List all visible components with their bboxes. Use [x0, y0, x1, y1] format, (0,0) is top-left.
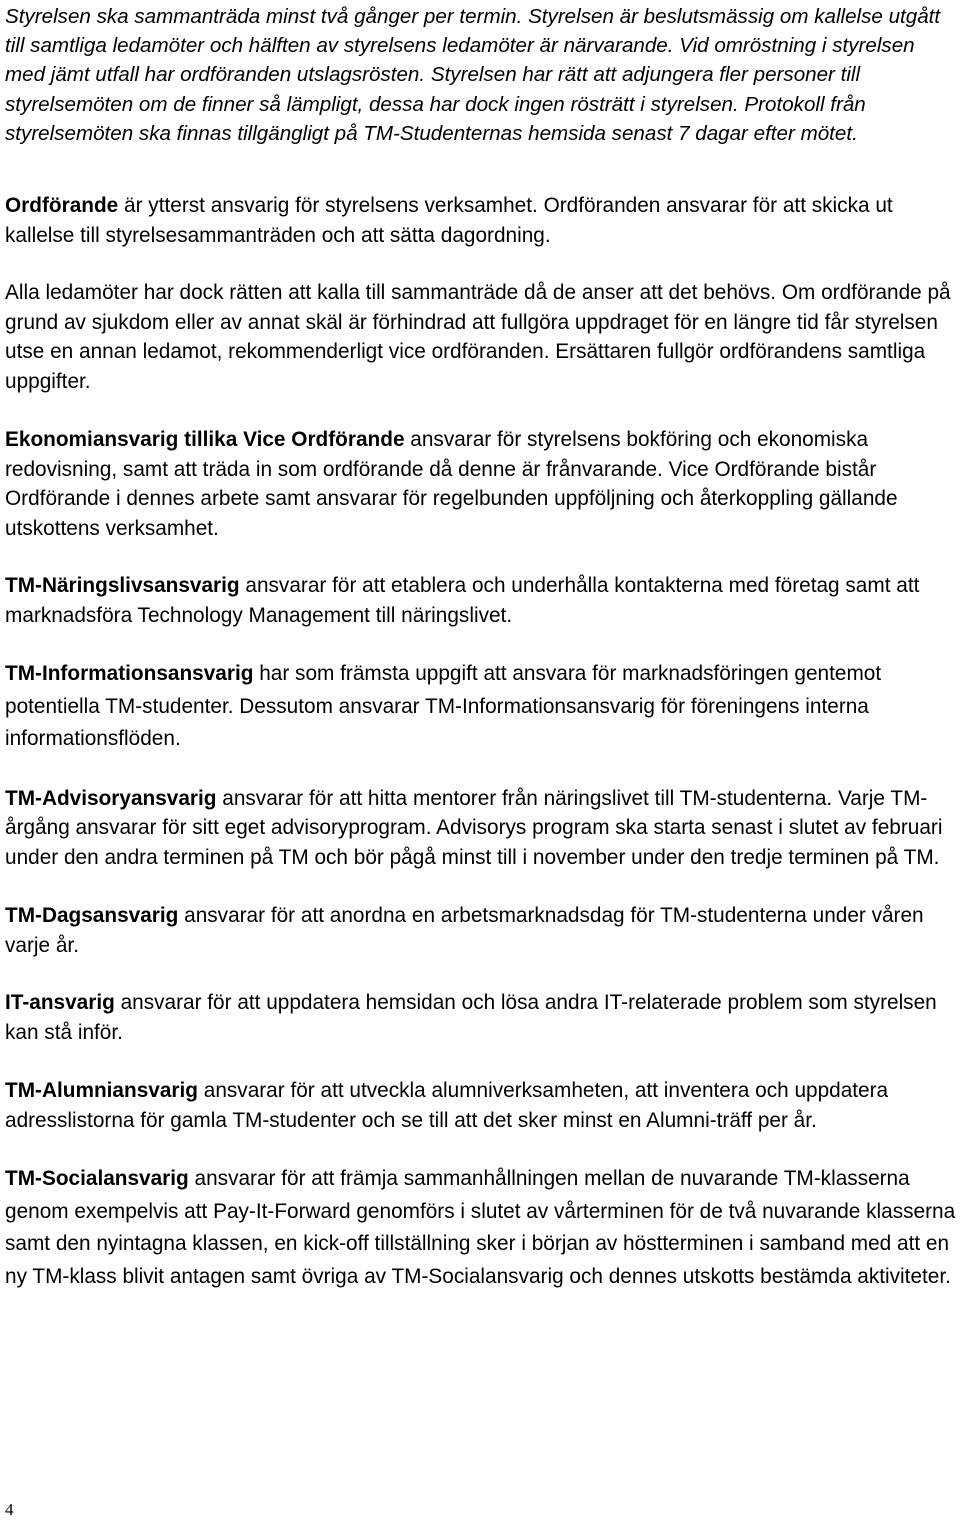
section-text-socialansvarig: ansvarar för att främja sammanhållningen mellan de nuvarande TM-klasserna genom exempelvis att Pay-It-Forward genomförs i slutet av vårterminen för de två nuvarande klasserna samt den nyintagna klassen, en kick-off tillställning sker i början av höstterminen i samband med att en ny TM-klass blivit antagen samt övriga av TM-Socialansvarig och dennes utskotts bestämda aktiviteter.	[5, 1167, 956, 1289]
section-naringslivsansvarig	[5, 571, 960, 630]
section-ordforande-continued	[5, 278, 960, 396]
section-text-dagsansvarig: ansvarar för att anordna en arbetsmarknadsdag för TM-studenterna under våren varje år.	[5, 904, 924, 957]
section-text-alumniansvarig: ansvarar för att utveckla alumniverksamheten, att inventera och uppdatera adresslistorna för gamla TM-studenter och se till att det sker minst en Alumni-träff per år.	[5, 1079, 889, 1132]
section-text-informationsansvarig: har som främsta uppgift att ansvara för marknadsföringen gentemot potentiella TM-studenter. Dessutom ansvarar TM-Informationsansvarig för föreningens interna informationsflöden.	[5, 662, 882, 751]
section-text-ekonomiansvarig: ansvarar för styrelsens bokföring och ekonomiska redovisning, samt att träda in som ordförande då denne är frånvarande. Vice Ordförande bistår Ordförande i dennes arbete samt ansvarar för regelbunden uppföljning och återkoppling gällande utskottens verksamhet.	[5, 428, 898, 540]
page-number: 4	[5, 1500, 14, 1519]
section-informationsansvarig	[5, 658, 960, 756]
section-title-informationsansvarig: TM-Informationsansvarig	[5, 662, 254, 686]
intro-paragraph: Styrelsen ska sammanträda minst två gånger per termin. Styrelsen är beslutsmässig om kallelse utgått till samtliga ledamöter och hälften av styrelsens ledamöter är närvarande. Vid omröstning i styrelsen med jämt utfall har ordföranden utslagsrösten. Styrelsen har rätt att adjungera fler personer till styrelsemöten om de finner så lämpligt, dessa har dock ingen rösträtt i styrelsen. Protokoll från styrelsemöten ska finnas tillgängligt på TM-Studenternas hemsida senast 7 dagar efter mötet.	[5, 5, 941, 145]
section-ordforande	[5, 191, 960, 250]
section-title-naringslivsansvarig: TM-Näringslivsansvarig	[5, 574, 240, 598]
section-text-advisoryansvarig: ansvarar för att hitta mentorer från näringslivet till TM-studenterna. Varje TM-årgång ansvarar för sitt eget advisoryprogram. Advisorys program ska starta senast i slutet av februari under den andra terminen på TM och bör pågå minst till i november under den tredje terminen på TM.	[5, 786, 943, 869]
section-socialansvarig	[5, 1163, 960, 1294]
section-dagsansvarig	[5, 901, 960, 960]
section-advisoryansvarig	[5, 784, 960, 873]
section-text-it-ansvarig: ansvarar för att uppdatera hemsidan och lösa andra IT-relaterade problem som styrelsen kan stå inför.	[5, 991, 937, 1044]
section-alumniansvarig	[5, 1076, 960, 1135]
section-title-advisoryansvarig: TM-Advisoryansvarig	[5, 786, 217, 810]
section-text-ordforande-continued: Alla ledamöter har dock rätten att kalla till sammanträde då de anser att det behövs. Om ordförande på grund av sjukdom eller av annat skäl är förhindrad att fullgöra uppdraget för en längre tid får styrelsen utse en annan ledamot, rekommenderligt vice ordföranden. Ersättaren fullgör ordförandens samtliga uppgifter.	[5, 281, 951, 393]
section-ekonomiansvarig	[5, 425, 960, 543]
section-it-ansvarig	[5, 988, 960, 1047]
section-title-dagsansvarig: TM-Dagsansvarig	[5, 904, 179, 928]
section-title-alumniansvarig: TM-Alumniansvarig	[5, 1079, 198, 1103]
section-title-ekonomiansvarig: Ekonomiansvarig tillika Vice Ordförande	[5, 428, 405, 452]
section-title-socialansvarig: TM-Socialansvarig	[5, 1167, 189, 1191]
section-text-naringslivsansvarig: ansvarar för att etablera och underhålla kontakterna med företag samt att marknadsföra Technology Management till näringslivet.	[5, 574, 920, 627]
section-text-ordforande: är ytterst ansvarig för styrelsens verksamhet. Ordföranden ansvarar för att skicka ut kallelse till styrelsesammanträden och att sätta dagordning.	[5, 194, 893, 247]
section-title-it-ansvarig: IT-ansvarig	[5, 991, 115, 1015]
section-title-ordforande: Ordförande	[5, 194, 119, 218]
